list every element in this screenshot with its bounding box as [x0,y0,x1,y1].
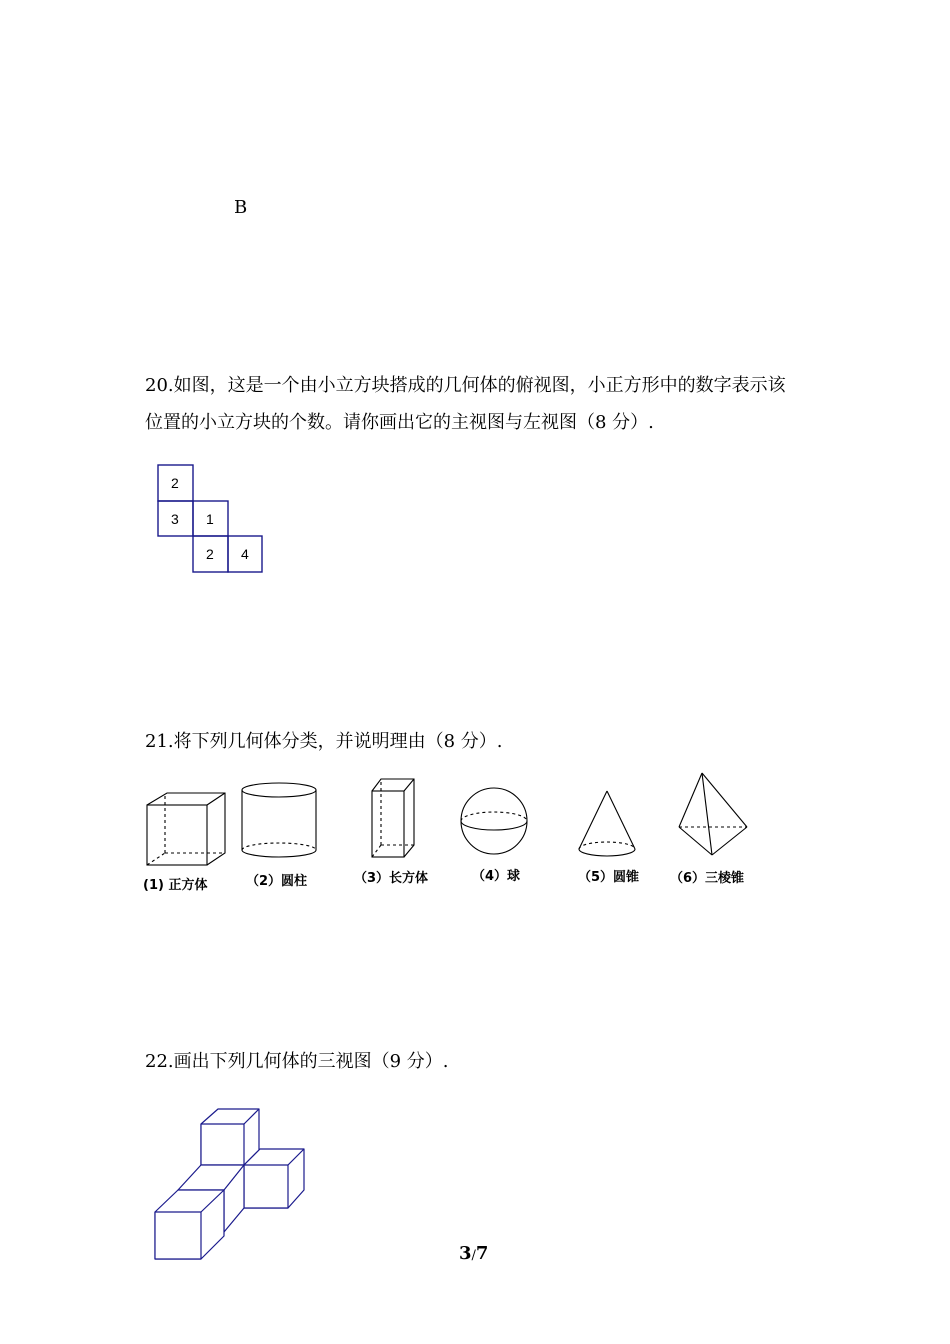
grid-number: 1 [206,511,214,527]
q21-text: 21.将下列几何体分类，并说明理由（8 分）. [145,731,503,752]
caption-sphere: （4）球 [472,869,521,884]
point-label-b: B [234,197,248,218]
grid-number: 3 [171,511,179,527]
q20-text-line2: 位置的小立方块的个数。请你画出它的主视图与左视图（8 分）. [145,412,654,433]
q20-text-line1: 20.如图，这是一个由小立方块搭成的几何体的俯视图，小正方形中的数字表示该 [145,375,786,396]
caption-cylinder: （2）圆柱 [246,874,308,889]
grid-number: 2 [206,546,214,562]
caption-cone: （5）圆锥 [578,870,640,885]
stack-cube-top [201,1109,259,1165]
page-number [459,1243,488,1264]
caption-cuboid: （3）长方体 [354,871,429,886]
stack-cube-front [155,1190,224,1259]
page-total: 7 [475,1243,489,1264]
page-separator: / [471,1248,476,1263]
grid-number: 2 [171,475,179,491]
caption-triangular-pyramid: （6）三棱锥 [670,871,745,886]
q22-text: 22.画出下列几何体的三视图（9 分）. [145,1051,449,1072]
caption-cube: (1) 正方体 [143,878,208,893]
grid-number: 4 [241,546,249,562]
stack-cube-right [244,1149,304,1208]
page-current: 3 [459,1243,472,1264]
